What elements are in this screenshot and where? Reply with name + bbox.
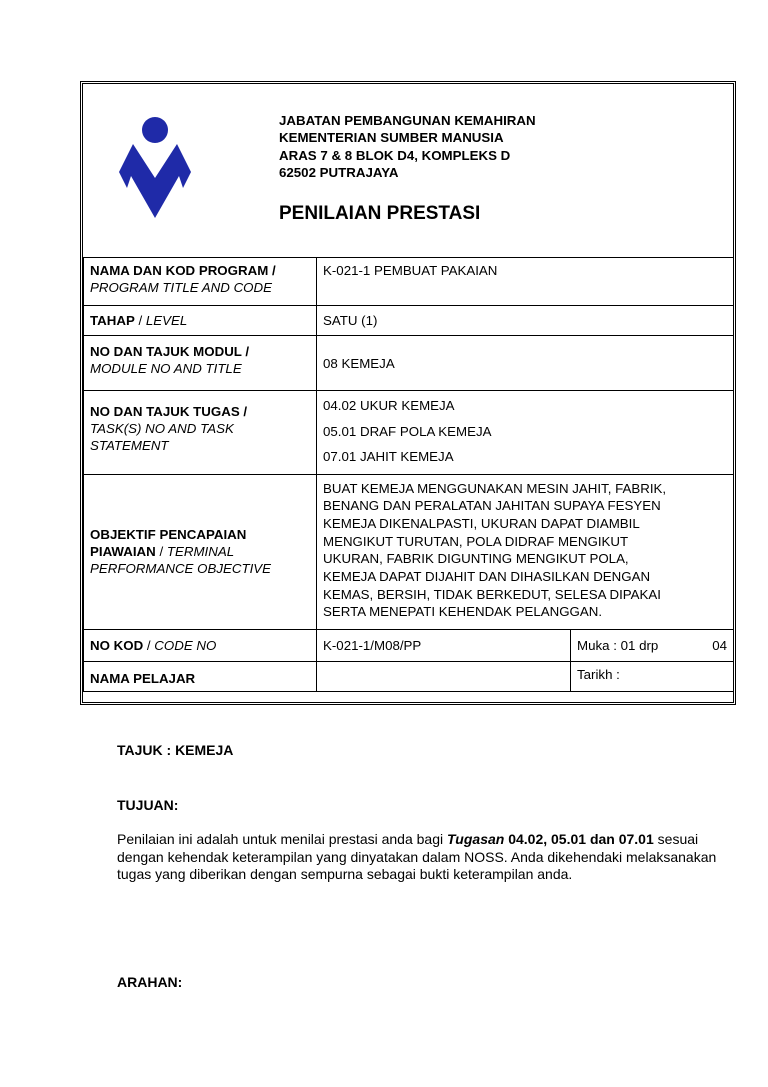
task-label: NO DAN TAJUK TUGAS / TASK(S) NO AND TASK STATEMENT [84, 391, 317, 475]
organization-address [279, 112, 536, 181]
section-title-arahan: ARAHAN: [117, 974, 183, 990]
form-frame [80, 81, 736, 705]
student-name-field[interactable] [317, 661, 571, 691]
program-label: NAMA DAN KOD PROGRAM / PROGRAM TITLE AND CODE [84, 258, 317, 306]
student-label: NAMA PELAJAR [84, 661, 317, 691]
code-value: K-021-1/M08/PP [317, 629, 571, 661]
table-row [84, 336, 734, 391]
module-label: NO DAN TAJUK MODUL / MODULE NO AND TITLE [84, 336, 317, 391]
document-title: PENILAIAN PRESTASI [279, 203, 481, 224]
table-row [84, 661, 734, 691]
date-field[interactable]: Tarikh : [571, 661, 734, 691]
objective-paragraph: Penilaian ini adalah untuk menilai prestasi anda bagi Tugasan 04.02, 05.01 dan 07.01 sesuai dengan kehendak keterampilan yang dinyatakan dalam NOSS. Anda dikehendaki melaksanakan tugas yang diberikan dengan sempurna sebagai bukti keterampilan anda. [117, 831, 717, 883]
list-item: 07.01 JAHIT KEMEJA [323, 449, 454, 464]
task-list [317, 391, 734, 475]
objective-label: OBJEKTIF PENCAPAIAN PIAWAIAN / TERMINAL PERFORMANCE OBJECTIVE [84, 474, 317, 629]
form-header [83, 84, 733, 256]
section-title-tujuan: TUJUAN: [117, 797, 179, 813]
program-value: K-021-1 PEMBUAT PAKAIAN [317, 258, 734, 306]
code-label: NO KOD / CODE NO [84, 629, 317, 661]
level-label: TAHAP / LEVEL [84, 306, 317, 336]
section-title-kemeja: TAJUK : KEMEJA [117, 742, 234, 758]
table-row [84, 306, 734, 336]
objective-text: BUAT KEMEJA MENGGUNAKAN MESIN JAHIT, FABRIK, BENANG DAN PERALATAN JAHITAN SUPAYA FESYEN KEMEJA DIKENALPASTI, UKURAN DAPAT DIAMBIL MENGIKUT TURUTAN, POLA DIDRAF MENGIKUT UKURAN, FABRIK DIGUNTING MENGIKUT POLA, KEMEJA DAPAT DIJAHIT DAN DIHASILKAN DENGAN KEMAS, BERSIH, TIDAK BERKEDUT, SELESA DIPAKAI SERTA MENEPATI KEHENDAK PELANGGAN. [317, 474, 734, 629]
ministry-logo [119, 116, 191, 218]
module-value: 08 KEMEJA [317, 336, 734, 391]
table-row [84, 474, 734, 629]
table-row [84, 391, 734, 475]
info-table [83, 257, 734, 692]
level-value: SATU (1) [317, 306, 734, 336]
org-line: JABATAN PEMBANGUNAN KEMAHIRAN [279, 113, 536, 128]
org-line: 62502 PUTRAJAYA [279, 164, 399, 180]
table-row [84, 258, 734, 306]
page-number: Muka : 01 drp 04 [571, 629, 734, 661]
table-row [84, 629, 734, 661]
list-item: 04.02 UKUR KEMEJA [323, 398, 455, 413]
org-line: ARAS 7 & 8 BLOK D4, KOMPLEKS D [279, 147, 511, 163]
list-item: 05.01 DRAF POLA KEMEJA [323, 423, 492, 439]
org-line: KEMENTERIAN SUMBER MANUSIA [279, 130, 504, 146]
